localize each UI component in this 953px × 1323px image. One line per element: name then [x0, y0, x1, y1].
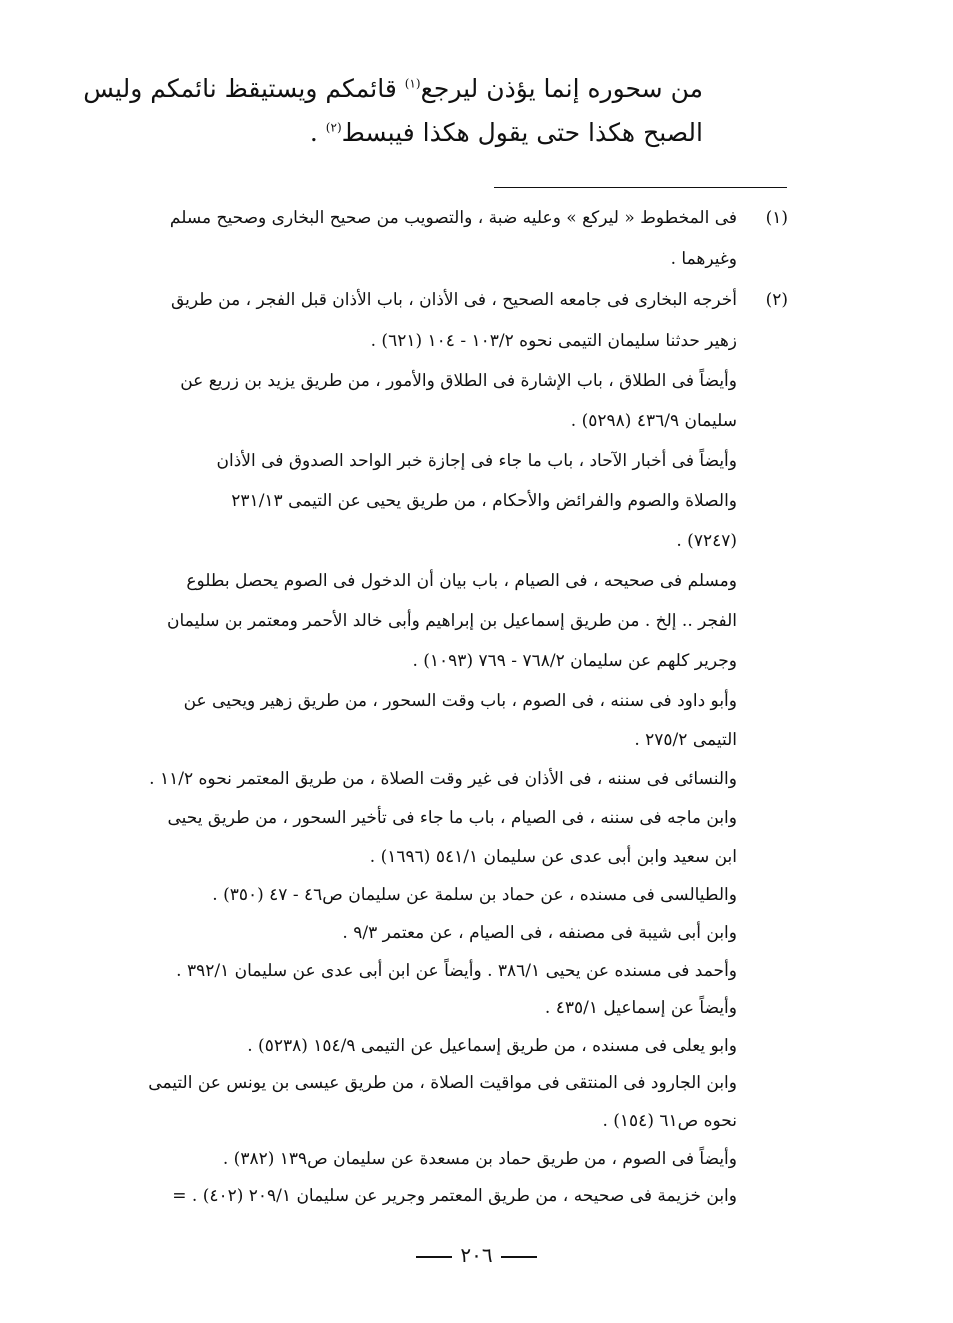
footnote-1-line: فى المخطوط « ليركع » وعليه ضبة ، والتصويب من صحيح البخارى وصحيح مسلم — [169, 208, 737, 228]
footnote-2-line: أخرجه البخارى فى جامعه الصحيح ، فى الأذان ، باب الأذان قبل الفجر ، من طريق — [170, 290, 737, 310]
footnote-marker-2: (٢) — [765, 290, 788, 310]
footnote-ref-1[interactable]: (١) — [404, 76, 421, 91]
footnote-2-line: وأحمد فى مسنده عن يحيى ٣٨٦/١ . وأيضاً عن ابن أبى عدى عن سليمان ٣٩٢/١ . — [176, 961, 737, 981]
footnote-2-line: وابن الجارود فى المنتقى فى مواقيت الصلاة ، من طريق عيسى بن يونس عن التيمى — [148, 1073, 737, 1093]
footnote-2-line: والطيالسى فى مسنده ، عن حماد بن سلمة عن سليمان ص٤٦ - ٤٧ (٣٥٠) . — [212, 885, 737, 905]
footnote-2-line: وأيضاً فى الصوم ، من طريق حماد بن مسعدة عن سليمان ص١٣٩ (٣٨٢) . — [222, 1149, 737, 1169]
footnote-2-line: وابن أبى شيبة فى مصنفه ، فى الصيام ، عن معتمر ٩/٣ . — [342, 923, 737, 943]
footnote-2-line: وأيضاً فى الطلاق ، باب الإشارة فى الطلاق والأمور ، من طريق يزيد بن زريع عن — [180, 371, 737, 391]
main-text-line-2 — [310, 120, 703, 145]
footnote-2-line: سليمان ٤٣٦/٩ (٥٢٩٨) . — [570, 411, 737, 431]
footnote-divider — [494, 187, 787, 188]
footnote-marker-1: (١) — [765, 208, 788, 228]
footnote-ref-2[interactable]: (٢) — [325, 120, 342, 135]
main-text-line-1-post: قائمكم ويستيقظ نائمكم وليس — [83, 74, 405, 103]
footnote-2-line: (٧٢٤٧) . — [676, 531, 737, 551]
footnote-2-line: نحوه ص٦١ (١٥٤) . — [602, 1111, 737, 1131]
footnote-2-line: الفجر .. إلخ . من طريق إسماعيل بن إبراهيم وأبى خالد الأحمر ومعتمر بن سليمان — [166, 611, 737, 631]
footnote-2-line: ابن سعيد وابن أبى عدى عن سليمان ٥٤١/١ (١٦٩٦) . — [369, 847, 737, 867]
page-number: ٢٠٦ — [460, 1243, 493, 1267]
footnote-2-line: ومسلم فى صحيحه ، فى الصيام ، باب بيان أن الدخول فى الصوم يحصل بطلوع — [186, 571, 737, 591]
footnote-2-line: وابن ماجه فى سننه ، فى الصيام ، باب ما جاء فى تأخير السحور ، من طريق يحيى — [167, 808, 737, 828]
footnote-2-line: وأيضاً عن إسماعيل ٤٣٥/١ . — [544, 998, 737, 1018]
footnote-2-line: والنسائى فى سننه ، فى الأذان فى غير وقت الصلاة ، من طريق المعتمر نحوه ١١/٢ . — [149, 769, 737, 789]
footer-dash-right — [501, 1256, 537, 1258]
footnote-2-line: زهير حدثنا سليمان التيمى نحوه ١٠٣/٢ - ١٠٤ (٦٢١) . — [370, 331, 737, 351]
main-text-line-2-pre: الصبح هكذا حتى يقول هكذا فيبسط — [341, 118, 703, 147]
footnote-2-line: التيمى ٢٧٥/٢ . — [634, 730, 737, 750]
footnote-2-line: وأبو داود فى سننه ، فى الصوم ، باب وقت السحور ، من طريق زهير ويحيى عن — [183, 691, 737, 711]
page-number-footer — [0, 1245, 953, 1265]
footnote-2-line: وابو يعلى فى مسنده ، من طريق إسماعيل عن التيمى ١٥٤/٩ (٥٢٣٨) . — [247, 1036, 737, 1056]
footnote-2-line: والصلاة والصوم والفرائض والأحكام ، من طريق يحيى عن التيمى ٢٣١/١٣ — [231, 491, 737, 511]
footnote-1-line: وغيرهما . — [670, 249, 737, 269]
footnote-2-line: وجرير كلهم عن سليمان ٧٦٨/٢ - ٧٦٩ (١٠٩٣) . — [412, 651, 737, 671]
main-text-line-1-pre: من سحوره إنما يؤذن ليرجع — [420, 74, 703, 103]
main-text-line-2-post: . — [309, 118, 326, 147]
footnote-2-line: وابن خزيمة فى صحيحه ، من طريق المعتمر وجرير عن سليمان ٢٠٩/١ (٤٠٢) . = — [172, 1186, 737, 1206]
main-text-line-1 — [83, 76, 703, 101]
footnote-2-line: وأيضاً فى أخبار الآحاد ، باب ما جاء فى إجازة خبر الواحد الصدوق فى الأذان — [216, 451, 737, 471]
footer-dash-left — [416, 1256, 452, 1258]
